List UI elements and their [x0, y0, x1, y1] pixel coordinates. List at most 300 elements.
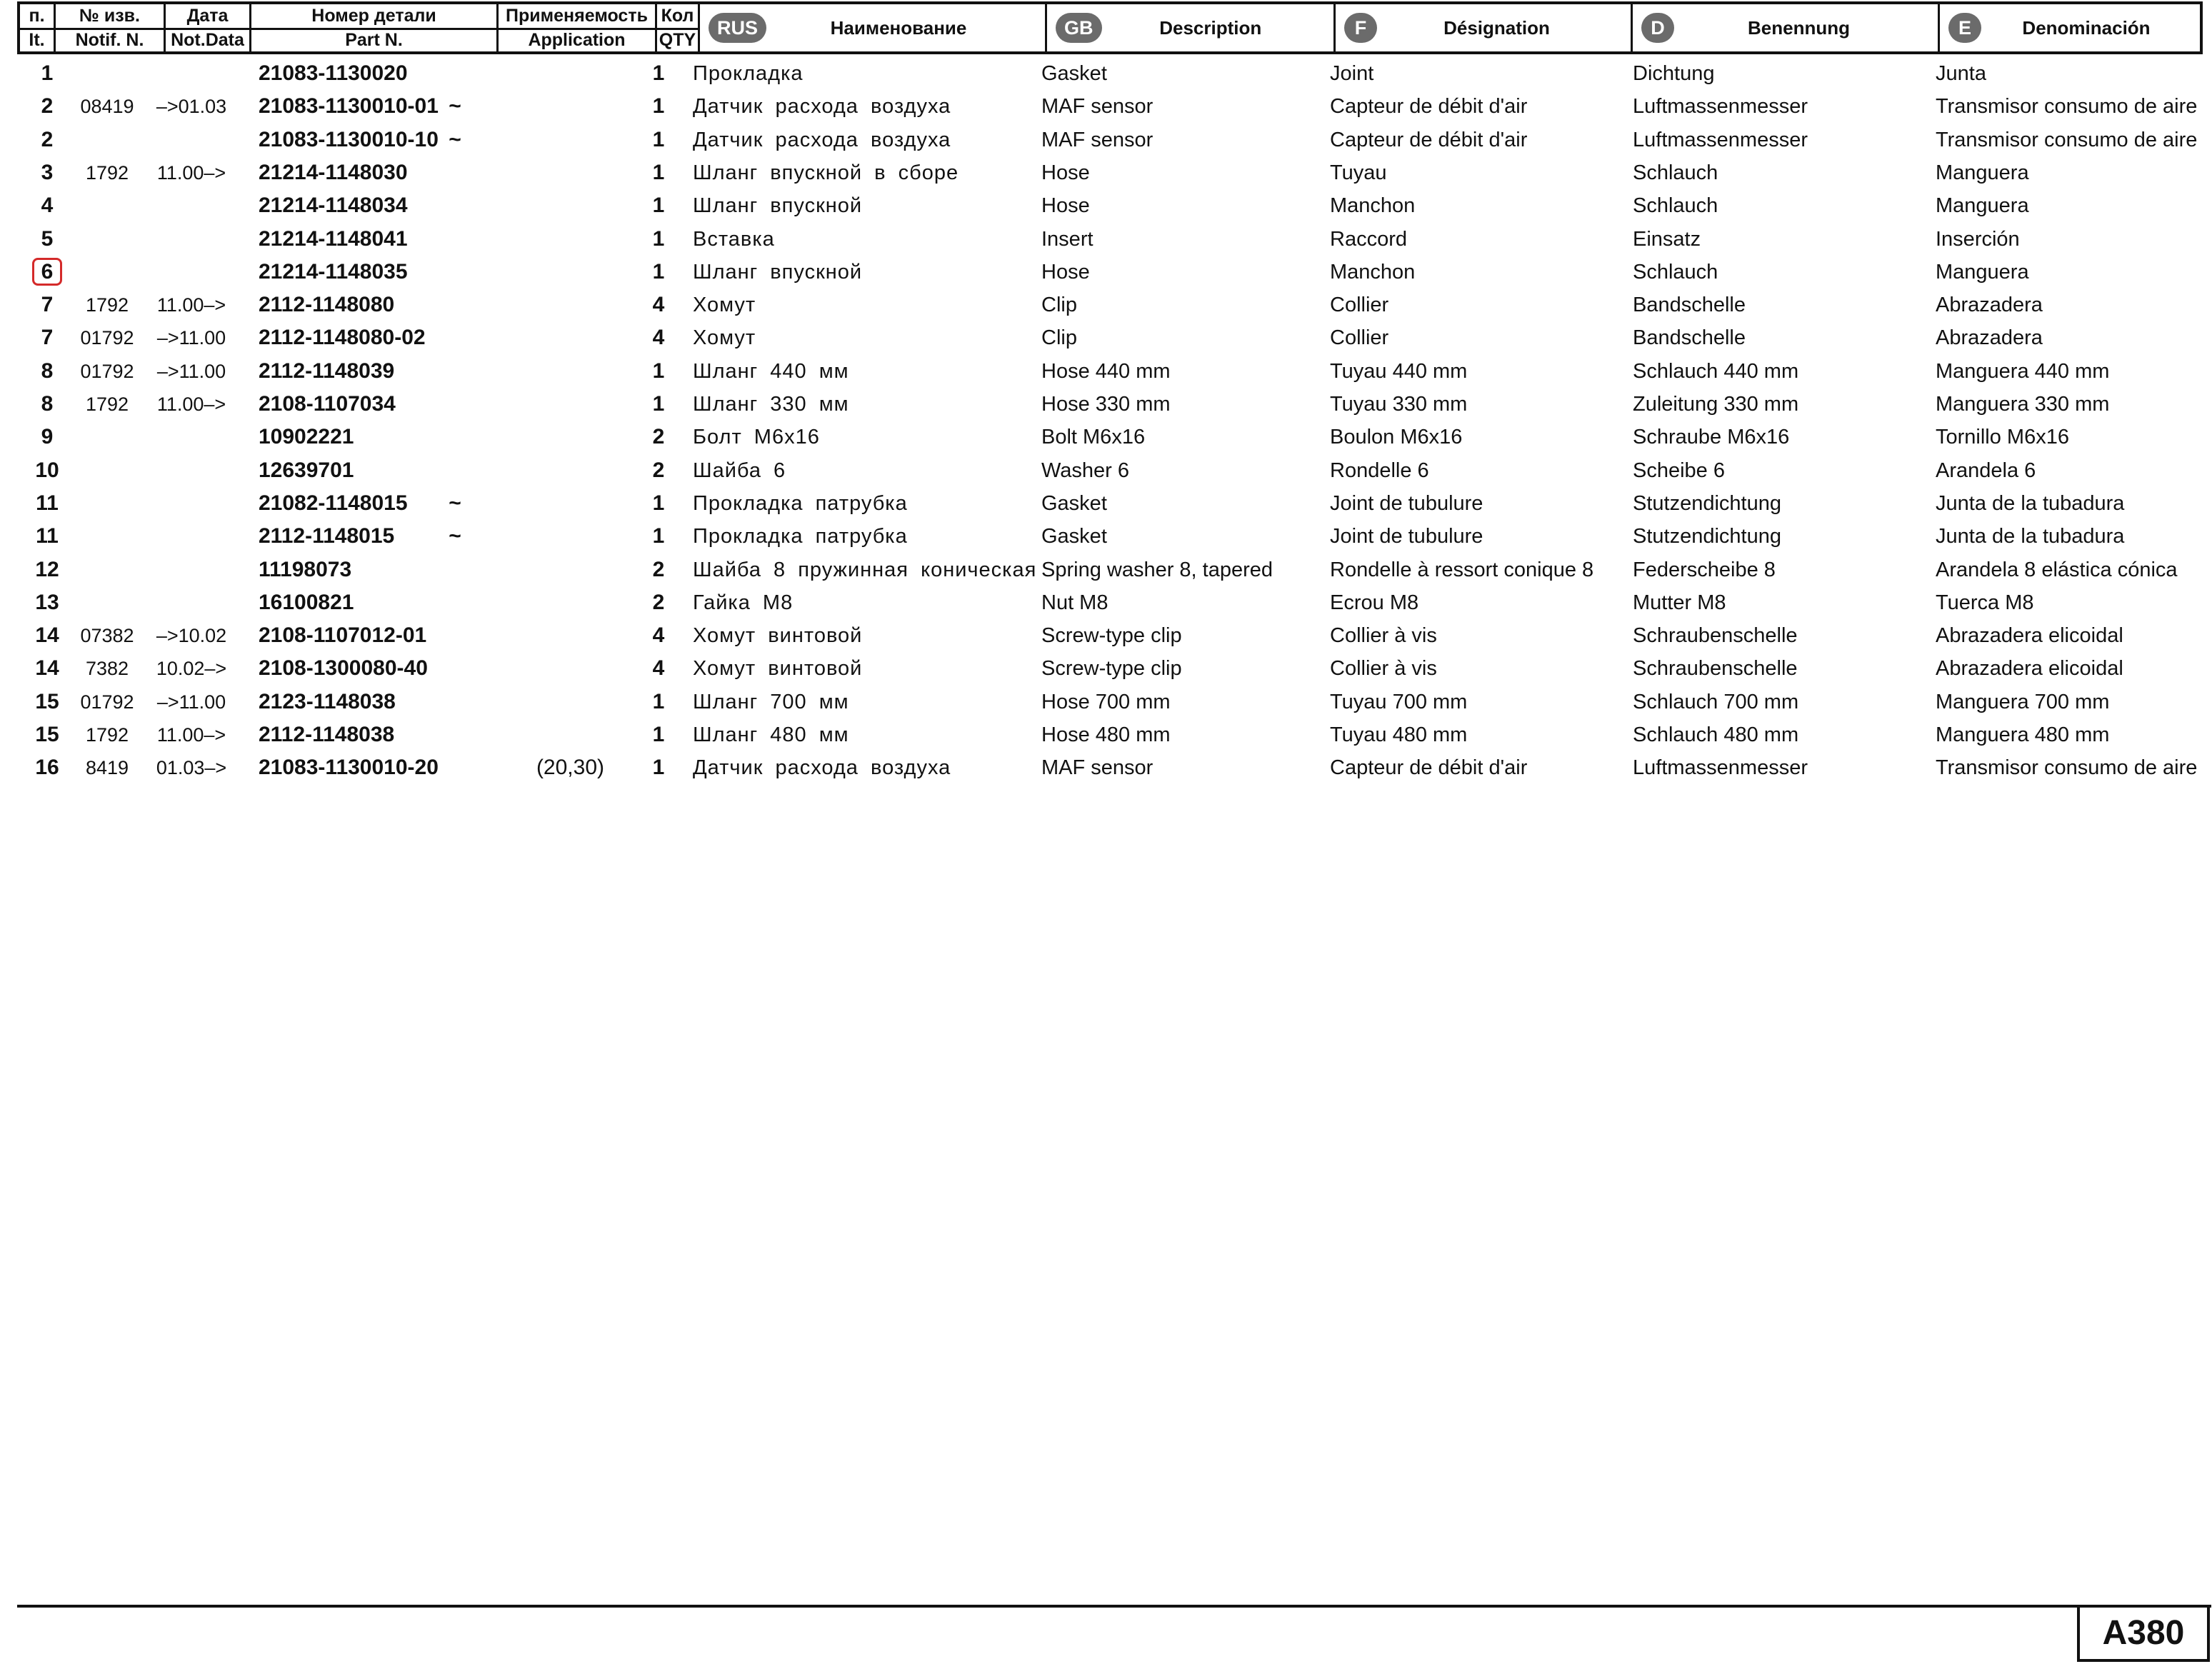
cell-name-ru — [693, 156, 1021, 189]
notif-number-text: 7382 — [85, 658, 129, 680]
cell-application — [480, 355, 640, 388]
part-number-text: 21214-1148030 — [259, 160, 408, 184]
description-en-text: Insert — [1041, 227, 1094, 251]
cell-notif-number — [71, 289, 143, 321]
cell-application — [480, 718, 640, 751]
cell-designation-fr — [1330, 652, 1626, 685]
designation-fr-text: Boulon M6x16 — [1330, 426, 1463, 449]
name-ru-text: Прокладка патрубка — [693, 491, 908, 515]
name-ru-text: Хомут винтовой — [693, 657, 863, 681]
cell-benennung-de — [1633, 686, 1918, 718]
name-ru-text: Прокладка патрубка — [693, 525, 908, 548]
cell-notif-number — [71, 520, 143, 553]
description-en-text: Hose — [1041, 161, 1090, 184]
cell-interchangeable-mark — [437, 718, 473, 751]
cell-description-en — [1041, 124, 1320, 156]
quantity-text: 1 — [652, 524, 665, 548]
cell-name-ru — [693, 421, 1021, 453]
header-notif-en: Notif. N. — [75, 30, 144, 50]
benennung-de-text: Einsatz — [1633, 227, 1701, 251]
cell-name-ru — [693, 388, 1021, 421]
benennung-de-text: Schraubenschelle — [1633, 624, 1798, 648]
cell-quantity — [640, 421, 677, 453]
cell-notif-date — [149, 454, 234, 487]
header-item-ru: п. — [20, 4, 54, 30]
cell-name-ru — [693, 751, 1021, 784]
cell-interchangeable-mark — [437, 124, 473, 156]
cell-application — [480, 520, 640, 553]
cell-notif-number — [71, 90, 143, 123]
cell-item-number — [29, 686, 66, 718]
cell-denominacion-es — [1936, 586, 2207, 619]
cell-notif-date — [149, 189, 234, 222]
header-application — [499, 4, 657, 51]
part-number-text: 2108-1300080-40 — [259, 656, 428, 681]
cell-description-en — [1041, 189, 1320, 222]
benennung-de-text: Luftmassenmesser — [1633, 128, 1808, 151]
cell-notif-date — [149, 686, 234, 718]
part-number-text: 21083-1130010-01 — [259, 94, 439, 119]
cell-notif-number — [71, 57, 143, 90]
cell-benennung-de — [1633, 321, 1918, 354]
description-en-text: MAF sensor — [1041, 95, 1153, 119]
notif-number-text: 07382 — [80, 625, 134, 647]
denominacion-es-text: Abrazadera — [1936, 294, 2043, 317]
cell-description-en — [1041, 321, 1320, 354]
cell-notif-date — [149, 421, 234, 453]
cell-description-en — [1041, 256, 1320, 289]
cell-notif-number — [71, 751, 143, 784]
cell-designation-fr — [1330, 90, 1626, 123]
notif-date-text: –>11.00 — [156, 360, 226, 382]
table-row — [0, 223, 2212, 256]
denominacion-es-text: Manguera 330 mm — [1936, 393, 2110, 416]
quantity-text: 1 — [652, 160, 665, 184]
cell-notif-number — [71, 223, 143, 256]
cell-quantity — [640, 57, 677, 90]
table-row — [0, 355, 2212, 388]
part-number-text: 2112-1148080 — [259, 293, 395, 317]
cell-interchangeable-mark — [437, 586, 473, 619]
cell-denominacion-es — [1936, 124, 2207, 156]
part-number-text: 21214-1148035 — [259, 259, 408, 284]
cell-quantity — [640, 619, 677, 652]
part-number-text: 21082-1148015 — [259, 491, 408, 515]
quantity-text: 1 — [652, 689, 665, 713]
cell-quantity — [640, 520, 677, 553]
cell-benennung-de — [1633, 520, 1918, 553]
cell-notif-date — [149, 388, 234, 421]
quantity-text: 2 — [652, 557, 665, 581]
designation-fr-text: Rondelle à ressort conique 8 — [1330, 558, 1594, 581]
cell-interchangeable-mark — [437, 289, 473, 321]
notif-number-text: 01792 — [80, 691, 134, 713]
cell-description-en — [1041, 90, 1320, 123]
page-number: A380 — [2077, 1605, 2210, 1662]
designation-fr-text: Joint — [1330, 62, 1374, 85]
header-lang-f — [1336, 4, 1633, 51]
cell-application — [480, 321, 640, 354]
cell-name-ru — [693, 619, 1021, 652]
table-row — [0, 321, 2212, 354]
benennung-de-text: Bandschelle — [1633, 326, 1746, 350]
cell-denominacion-es — [1936, 256, 2207, 289]
cell-application — [480, 421, 640, 453]
item-number-text: 8 — [41, 392, 54, 416]
cell-benennung-de — [1633, 256, 1918, 289]
table-row — [0, 718, 2212, 751]
cell-designation-fr — [1330, 686, 1626, 718]
description-en-text: Spring washer 8, tapered — [1041, 558, 1273, 581]
name-ru-text: Датчик расхода воздуха — [693, 756, 951, 780]
item-number-text: 13 — [35, 590, 59, 614]
cell-notif-date — [149, 355, 234, 388]
denominacion-es-text: Manguera 480 mm — [1936, 723, 2110, 746]
cell-denominacion-es — [1936, 751, 2207, 784]
cell-benennung-de — [1633, 355, 1918, 388]
table-row — [0, 421, 2212, 453]
name-ru-text: Хомут винтовой — [693, 624, 863, 648]
notif-number-text: 01792 — [80, 360, 134, 382]
cell-description-en — [1041, 686, 1320, 718]
quantity-text: 1 — [652, 723, 665, 746]
benennung-de-text: Schlauch — [1633, 260, 1718, 284]
header-app-en: Application — [528, 30, 626, 50]
header-qty-ru: Кол — [657, 4, 698, 30]
cell-description-en — [1041, 289, 1320, 321]
denominacion-es-text: Junta — [1936, 62, 1986, 85]
designation-fr-text: Joint de tubulure — [1330, 491, 1483, 515]
name-ru-text: Гайка М8 — [693, 591, 794, 614]
quantity-text: 1 — [652, 194, 665, 218]
designation-fr-text: Capteur de débit d'air — [1330, 128, 1528, 151]
item-number-text: 11 — [36, 524, 59, 548]
notif-date-text: –>11.00 — [156, 327, 226, 349]
quantity-text: 4 — [652, 623, 665, 648]
item-number-text: 9 — [41, 425, 54, 449]
application-text: (20,30) — [536, 756, 604, 780]
part-number-text: 2123-1148038 — [259, 689, 396, 713]
cell-benennung-de — [1633, 454, 1918, 487]
table-row — [0, 156, 2212, 189]
table-row — [0, 124, 2212, 156]
cell-name-ru — [693, 124, 1021, 156]
cell-quantity — [640, 289, 677, 321]
part-number-text: 21083-1130010-10 — [259, 127, 439, 151]
cell-notif-number — [71, 553, 143, 586]
designation-fr-text: Manchon — [1330, 194, 1416, 218]
cell-notif-number — [71, 355, 143, 388]
table-row — [0, 189, 2212, 222]
benennung-de-text: Dichtung — [1633, 62, 1715, 85]
denominacion-es-text: Manguera 700 mm — [1936, 690, 2110, 713]
name-ru-text: Датчик расхода воздуха — [693, 95, 951, 119]
quantity-text: 4 — [652, 293, 665, 317]
cell-item-number — [29, 124, 66, 156]
cell-item-number — [29, 421, 66, 453]
cell-quantity — [640, 256, 677, 289]
description-en-text: Gasket — [1041, 62, 1107, 85]
notif-date-text: 11.00–> — [156, 294, 226, 316]
cell-benennung-de — [1633, 388, 1918, 421]
cell-application — [480, 619, 640, 652]
cell-quantity — [640, 553, 677, 586]
cell-notif-number — [71, 321, 143, 354]
designation-fr-text: Capteur de débit d'air — [1330, 756, 1528, 780]
header-notif — [56, 4, 166, 51]
description-en-text: Hose 330 mm — [1041, 393, 1171, 416]
denominacion-es-text: Transmisor consumo de aire — [1936, 128, 2198, 151]
cell-description-en — [1041, 520, 1320, 553]
part-number-text: 12639701 — [259, 458, 354, 482]
notif-date-text: 01.03–> — [156, 757, 227, 779]
cell-application — [480, 223, 640, 256]
cell-description-en — [1041, 388, 1320, 421]
quantity-text: 1 — [652, 127, 665, 151]
quantity-text: 1 — [652, 259, 665, 284]
denominacion-es-text: Inserción — [1936, 227, 2020, 251]
cell-quantity — [640, 454, 677, 487]
cell-name-ru — [693, 355, 1021, 388]
cell-quantity — [640, 355, 677, 388]
denominacion-es-text: Abrazadera — [1936, 326, 2043, 350]
cell-interchangeable-mark — [437, 355, 473, 388]
cell-description-en — [1041, 553, 1320, 586]
cell-designation-fr — [1330, 454, 1626, 487]
cell-interchangeable-mark — [437, 57, 473, 90]
cell-notif-date — [149, 321, 234, 354]
cell-designation-fr — [1330, 619, 1626, 652]
description-en-text: MAF sensor — [1041, 128, 1153, 151]
cell-interchangeable-mark — [437, 553, 473, 586]
part-number-text: 2108-1107034 — [259, 392, 396, 416]
description-en-text: Gasket — [1041, 491, 1107, 515]
cell-notif-number — [71, 487, 143, 520]
cell-notif-number — [71, 686, 143, 718]
footer-divider — [17, 1605, 2211, 1608]
cell-quantity — [640, 686, 677, 718]
item-number-text: 10 — [35, 458, 59, 482]
table-row — [0, 454, 2212, 487]
part-number-text: 2112-1148015 — [259, 524, 395, 548]
designation-fr-text: Rondelle 6 — [1330, 458, 1429, 482]
cell-application — [480, 487, 640, 520]
cell-name-ru — [693, 454, 1021, 487]
table-row — [0, 686, 2212, 718]
benennung-de-text: Mutter M8 — [1633, 591, 1726, 614]
item-number-text: 16 — [35, 756, 59, 780]
cell-notif-date — [149, 619, 234, 652]
benennung-de-text: Luftmassenmesser — [1633, 756, 1808, 780]
cell-designation-fr — [1330, 321, 1626, 354]
cell-denominacion-es — [1936, 421, 2207, 453]
cell-item-number — [29, 388, 66, 421]
description-en-text: MAF sensor — [1041, 756, 1153, 780]
name-ru-text: Шайба 6 — [693, 458, 786, 482]
item-number-text: 7 — [41, 326, 54, 350]
quantity-text: 4 — [652, 656, 665, 681]
cell-description-en — [1041, 223, 1320, 256]
benennung-de-text: Schlauch 700 mm — [1633, 690, 1799, 713]
header-date-ru: Дата — [166, 4, 249, 30]
cell-interchangeable-mark — [437, 652, 473, 685]
cell-notif-date — [149, 223, 234, 256]
item-number-text: 15 — [35, 689, 59, 713]
cell-denominacion-es — [1936, 189, 2207, 222]
cell-name-ru — [693, 321, 1021, 354]
cell-item-number — [29, 90, 66, 123]
cell-interchangeable-mark — [437, 619, 473, 652]
designation-fr-text: Tuyau 440 mm — [1330, 359, 1468, 383]
cell-item-number — [29, 355, 66, 388]
notif-date-text: 10.02–> — [156, 658, 227, 680]
name-ru-text: Хомут — [693, 294, 756, 317]
cell-designation-fr — [1330, 586, 1626, 619]
cell-interchangeable-mark — [437, 454, 473, 487]
quantity-text: 1 — [652, 756, 665, 780]
designation-fr-text: Ecrou M8 — [1330, 591, 1419, 614]
name-ru-text: Прокладка — [693, 62, 804, 85]
item-number-text: 6 — [32, 258, 63, 286]
cell-denominacion-es — [1936, 289, 2207, 321]
cell-benennung-de — [1633, 223, 1918, 256]
header-app-ru: Применяемость — [499, 4, 655, 30]
cell-benennung-de — [1633, 90, 1918, 123]
cell-name-ru — [693, 718, 1021, 751]
benennung-de-text: Schraubenschelle — [1633, 657, 1798, 681]
denominacion-es-text: Abrazadera elicoidal — [1936, 624, 2123, 648]
benennung-de-text: Federscheibe 8 — [1633, 558, 1776, 581]
designation-fr-text: Raccord — [1330, 227, 1407, 251]
cell-name-ru — [693, 256, 1021, 289]
item-number-text: 15 — [35, 723, 59, 746]
f-badge-icon: F — [1344, 13, 1377, 43]
item-number-text: 4 — [41, 194, 54, 218]
benennung-de-text: Schraube M6x16 — [1633, 426, 1790, 449]
benennung-de-text: Schlauch — [1633, 194, 1718, 218]
quantity-text: 1 — [652, 359, 665, 383]
item-number-text: 14 — [35, 623, 59, 648]
cell-benennung-de — [1633, 156, 1918, 189]
cell-quantity — [640, 718, 677, 751]
cell-interchangeable-mark — [437, 256, 473, 289]
notif-number-text: 08419 — [80, 96, 134, 118]
notif-date-text: 11.00–> — [156, 394, 226, 415]
quantity-text: 1 — [652, 491, 665, 515]
cell-quantity — [640, 223, 677, 256]
cell-application — [480, 454, 640, 487]
name-ru-text: Шланг 440 мм — [693, 359, 849, 383]
cell-notif-number — [71, 586, 143, 619]
cell-benennung-de — [1633, 586, 1918, 619]
designation-fr-text: Tuyau 330 mm — [1330, 393, 1468, 416]
cell-notif-date — [149, 156, 234, 189]
description-en-text: Bolt M6x16 — [1041, 426, 1146, 449]
cell-application — [480, 553, 640, 586]
cell-notif-date — [149, 586, 234, 619]
cell-benennung-de — [1633, 124, 1918, 156]
cell-designation-fr — [1330, 223, 1626, 256]
cell-designation-fr — [1330, 156, 1626, 189]
cell-interchangeable-mark — [437, 487, 473, 520]
designation-fr-text: Tuyau 480 mm — [1330, 723, 1468, 746]
header-lang-title: Denominación — [2022, 16, 2151, 39]
header-lang-rus — [700, 4, 1047, 51]
quantity-text: 1 — [652, 226, 665, 251]
designation-fr-text: Collier — [1330, 294, 1389, 317]
description-en-text: Hose — [1041, 260, 1090, 284]
designation-fr-text: Joint de tubulure — [1330, 525, 1483, 548]
cell-application — [480, 57, 640, 90]
cell-benennung-de — [1633, 718, 1918, 751]
table-row — [0, 520, 2212, 553]
cell-name-ru — [693, 90, 1021, 123]
cell-application — [480, 686, 640, 718]
denominacion-es-text: Abrazadera elicoidal — [1936, 657, 2123, 681]
cell-interchangeable-mark — [437, 223, 473, 256]
cell-application — [480, 652, 640, 685]
cell-notif-date — [149, 487, 234, 520]
cell-denominacion-es — [1936, 718, 2207, 751]
cell-notif-number — [71, 454, 143, 487]
benennung-de-text: Schlauch 440 mm — [1633, 359, 1799, 383]
cell-benennung-de — [1633, 652, 1918, 685]
cell-description-en — [1041, 586, 1320, 619]
cell-quantity — [640, 321, 677, 354]
table-row — [0, 57, 2212, 90]
part-number-text: 21214-1148034 — [259, 194, 408, 218]
notif-date-text: 11.00–> — [156, 724, 226, 746]
designation-fr-text: Manchon — [1330, 260, 1416, 284]
header-lang-title: Désignation — [1443, 16, 1550, 39]
cell-description-en — [1041, 751, 1320, 784]
header-qty-en: QTY — [659, 30, 696, 50]
benennung-de-text: Scheibe 6 — [1633, 458, 1725, 482]
benennung-de-text: Schlauch 480 mm — [1633, 723, 1799, 746]
table-row — [0, 289, 2212, 321]
name-ru-text: Вставка — [693, 227, 775, 251]
cell-item-number — [29, 487, 66, 520]
item-number-text: 1 — [41, 61, 54, 85]
header-notif-ru: № изв. — [56, 4, 164, 30]
part-number-text: 16100821 — [259, 590, 354, 614]
cell-application — [480, 189, 640, 222]
cell-application — [480, 256, 640, 289]
cell-application — [480, 289, 640, 321]
designation-fr-text: Tuyau — [1330, 161, 1387, 184]
cell-denominacion-es — [1936, 388, 2207, 421]
cell-designation-fr — [1330, 57, 1626, 90]
header-lang-title: Benennung — [1748, 16, 1850, 39]
cell-notif-number — [71, 652, 143, 685]
notif-number-text: 8419 — [85, 757, 129, 779]
cell-item-number — [29, 454, 66, 487]
part-number-text: 2108-1107012-01 — [259, 623, 427, 648]
item-number-text: 8 — [41, 359, 54, 383]
header-lang-title: Наименование — [830, 16, 967, 39]
cell-notif-date — [149, 289, 234, 321]
part-number-text: 21083-1130020 — [259, 61, 408, 85]
cell-notif-number — [71, 421, 143, 453]
cell-name-ru — [693, 586, 1021, 619]
item-number-text: 3 — [41, 160, 54, 184]
part-number-text: 2112-1148080-02 — [259, 326, 426, 350]
benennung-de-text: Zuleitung 330 mm — [1633, 393, 1799, 416]
cell-notif-date — [149, 652, 234, 685]
cell-denominacion-es — [1936, 553, 2207, 586]
cell-quantity — [640, 487, 677, 520]
cell-denominacion-es — [1936, 90, 2207, 123]
